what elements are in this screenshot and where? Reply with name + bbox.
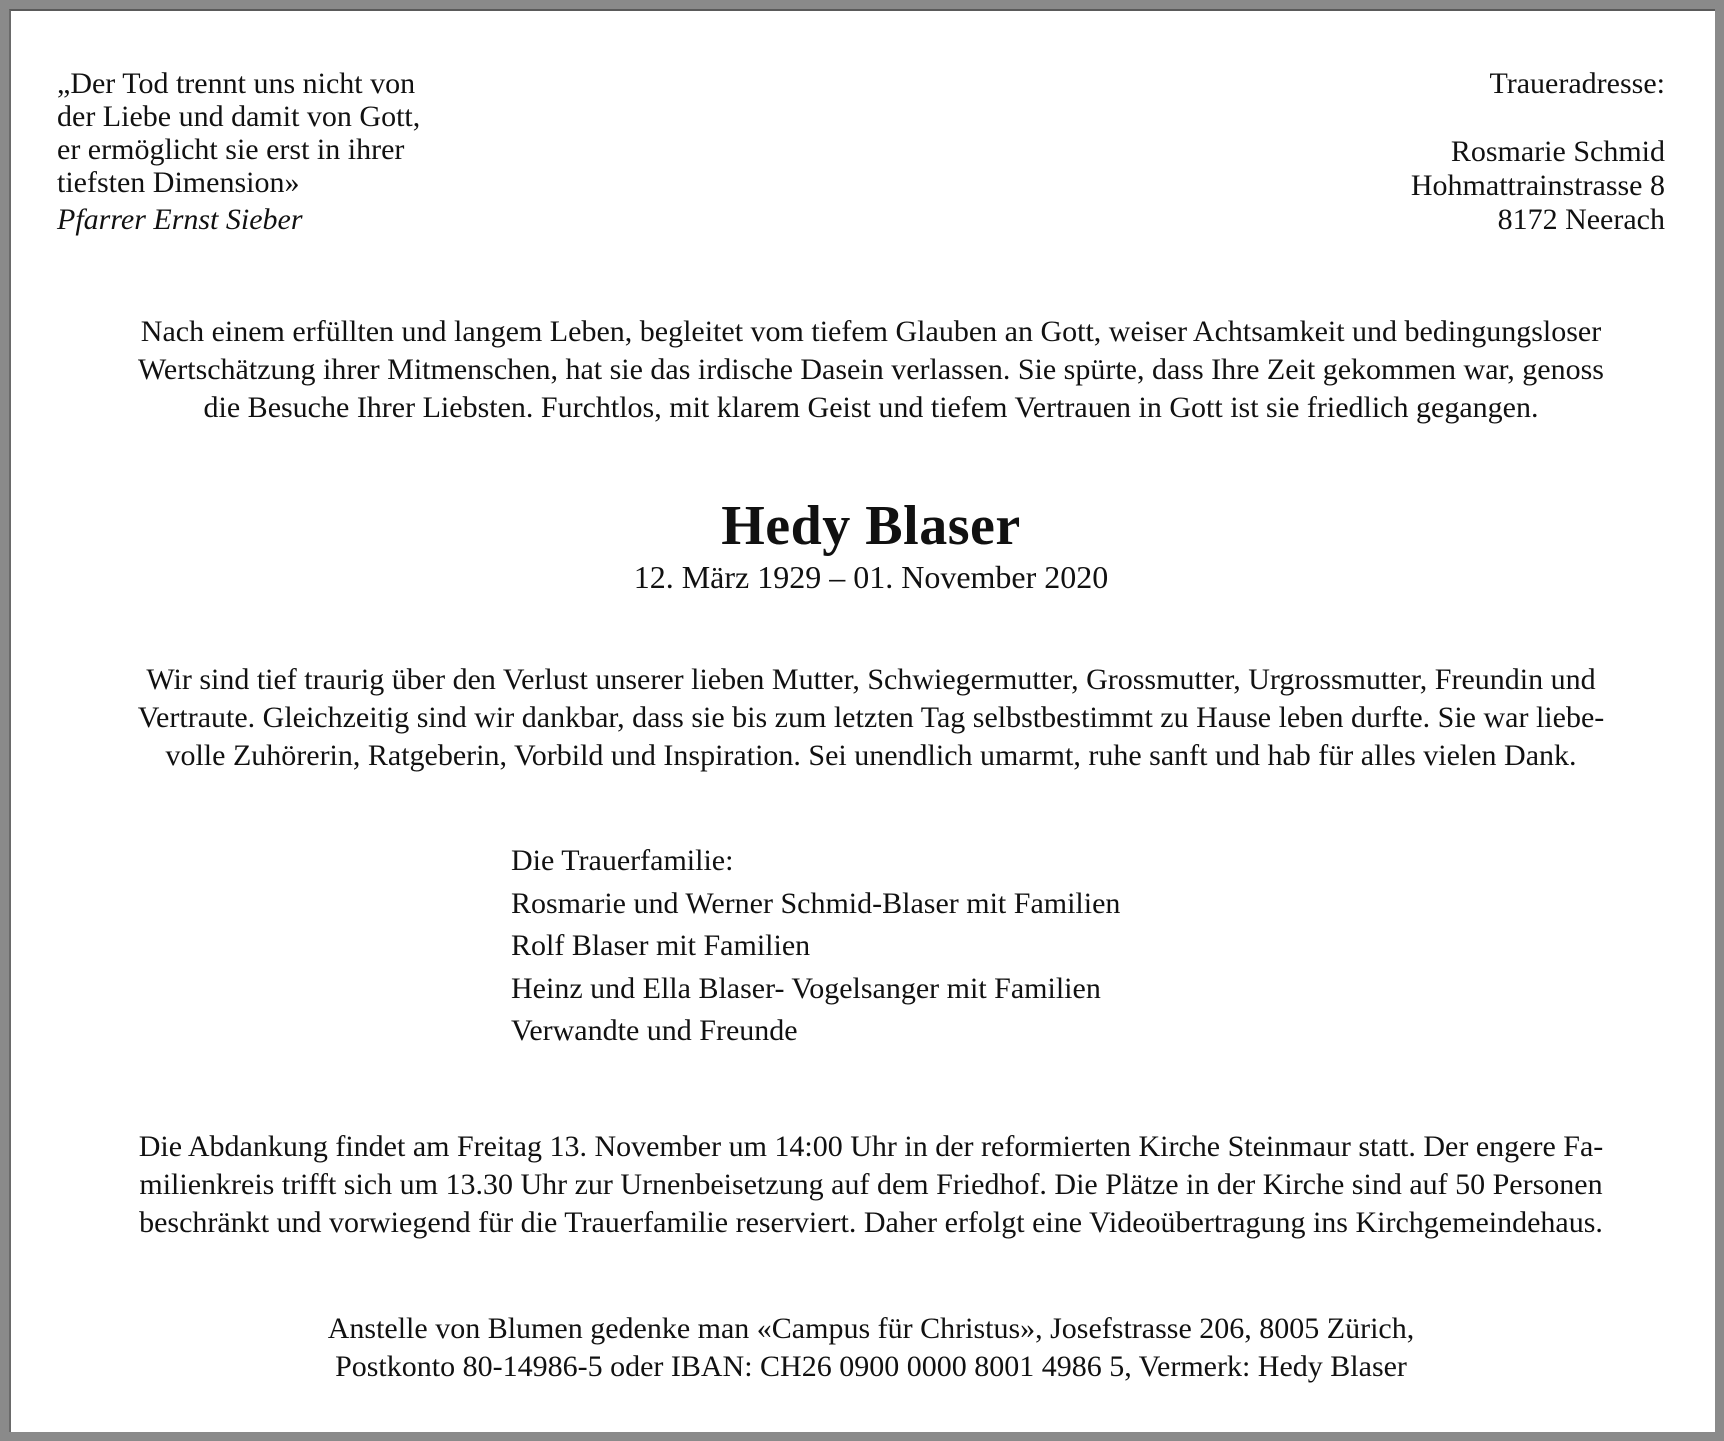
family-member: Rosmarie und Werner Schmid-Blaser mit Familien xyxy=(511,886,1121,920)
mourning-address xyxy=(1145,67,1665,237)
deceased-name: Hedy Blaser xyxy=(721,495,1021,557)
address-city: 8172 Neerach xyxy=(1497,203,1665,236)
quote-line: er ermöglicht sie erst in ihrer xyxy=(57,133,405,166)
intro-line: Wertschätzung ihrer Mitmenschen, hat sie das irdische Dasein verlassen. Sie spürte, dass Ihre Zeit gekommen war, genoss xyxy=(138,353,1604,386)
service-line: Die Abdankung findet am Freitag 13. November um 14:00 Uhr in der reformierten Kirche Steinmaur statt. Der engere Fa- xyxy=(138,1130,1604,1163)
donation-paragraph xyxy=(49,1310,1693,1386)
address-label: Traueradresse: xyxy=(1489,67,1665,100)
family-list xyxy=(511,840,1120,1053)
donation-line: Anstelle von Blumen gedenke man «Campus für Christus», Josefstrasse 206, 8005 Zürich, xyxy=(327,1312,1415,1345)
service-line: milienkreis trifft sich um 13.30 Uhr zur Urnenbeisetzung auf dem Friedhof. Die Plätze in der Kirche sind auf 50 Personen xyxy=(139,1168,1603,1201)
quote-line: der Liebe und damit von Gott, xyxy=(57,100,421,133)
family-member: Heinz und Ella Blaser- Vogelsanger mit Familien xyxy=(511,971,1101,1005)
family-label: Die Trauerfamilie: xyxy=(511,844,734,877)
intro-line: die Besuche Ihrer Liebsten. Furchtlos, mit klarem Geist und tiefem Vertrauen in Gott ist sie friedlich gegangen. xyxy=(203,391,1539,424)
address-name: Rosmarie Schmid xyxy=(1450,135,1665,168)
intro-paragraph xyxy=(49,313,1693,427)
grief-line: volle Zuhörerin, Ratgeberin, Vorbild und Inspiration. Sei unendlich umarmt, ruhe sanft und hab für alles vielen Dank. xyxy=(165,739,1577,772)
intro-line: Nach einem erfüllten und langem Leben, begleitet vom tiefem Glauben an Gott, weiser Achtsamkeit und bedingungsloser xyxy=(140,315,1602,348)
address-street: Hohmattrainstrasse 8 xyxy=(1410,169,1665,202)
life-dates: 12. März 1929 – 01. November 2020 xyxy=(633,559,1109,595)
quote-line: „Der Tod trennt uns nicht von xyxy=(57,67,416,100)
service-line: beschränkt und vorwiegend für die Trauerfamilie reserviert. Daher erfolgt eine Videoübertragung ins Kirchgemeindehaus. xyxy=(139,1206,1603,1239)
family-member: Rolf Blaser mit Familien xyxy=(511,929,811,962)
quote-block xyxy=(57,67,577,236)
grief-paragraph xyxy=(49,661,1693,775)
quote-author: Pfarrer Ernst Sieber xyxy=(57,203,303,236)
grief-line: Wir sind tief traurig über den Verlust unserer lieben Mutter, Schwiegermutter, Grossmutter, Urgrossmutter, Freundin und xyxy=(146,663,1596,696)
donation-line: Postkonto 80-14986-5 oder IBAN: CH26 0900 0000 8001 4986 5, Vermerk: Hedy Blaser xyxy=(335,1350,1407,1383)
family-member: Verwandte und Freunde xyxy=(511,1014,798,1047)
quote-line: tiefsten Dimension» xyxy=(57,166,300,199)
service-paragraph xyxy=(49,1128,1693,1242)
grief-line: Vertraute. Gleichzeitig sind wir dankbar, dass sie bis zum letzten Tag selbstbestimmt zu Hause leben durfte. Sie war liebe- xyxy=(137,701,1605,734)
